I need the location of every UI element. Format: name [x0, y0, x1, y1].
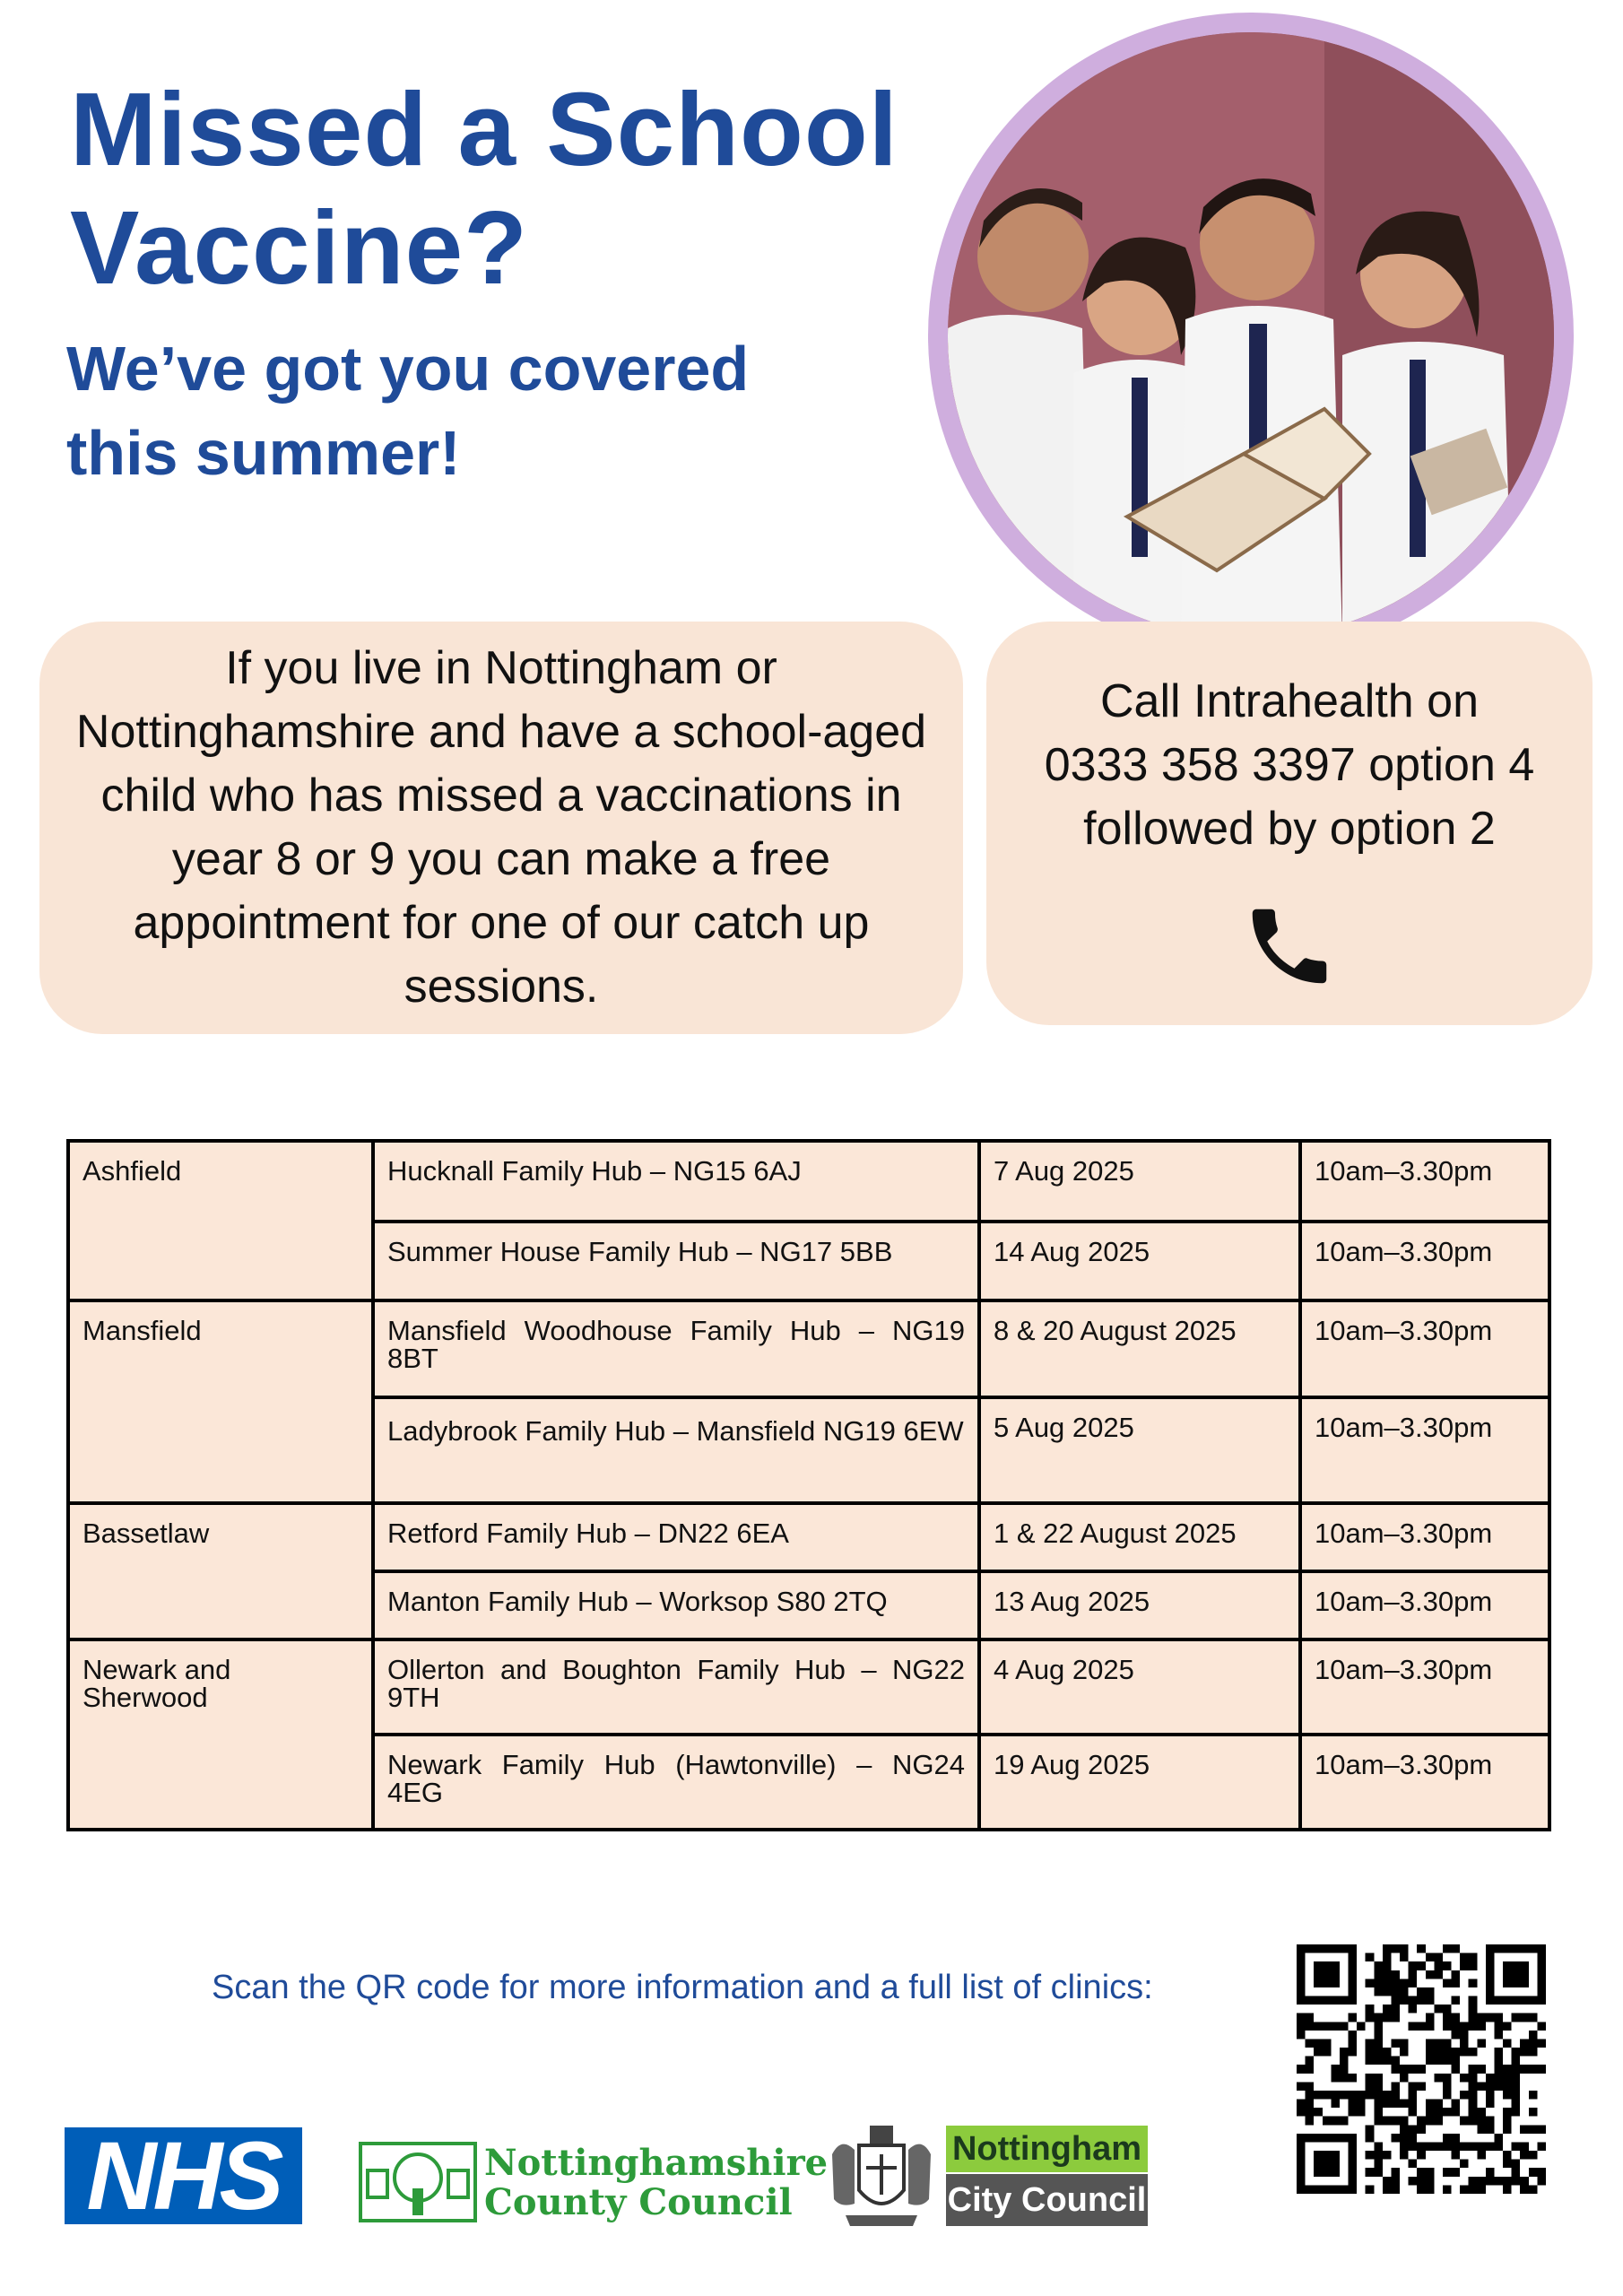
scan-instruction: Scan the QR code for more information and a full list of clinics: [212, 1969, 1153, 2006]
venue-cell: Mansfield Woodhouse Family Hub – NG19 8BT [373, 1300, 979, 1397]
call-info-box [986, 622, 1593, 1025]
title-line-2: Vaccine? [70, 189, 528, 306]
clinic-schedule-table [66, 1139, 1551, 1831]
ncc-line-2: County Council [484, 2181, 793, 2223]
venue-cell: Manton Family Hub – Worksop S80 2TQ [373, 1571, 979, 1639]
area-cell: Mansfield [68, 1300, 373, 1503]
venue-cell: Summer House Family Hub – NG17 5BB [373, 1222, 979, 1300]
call-phone-number[interactable]: 0333 358 3397 option 4 [1044, 738, 1535, 791]
venue-cell: Retford Family Hub – DN22 6EA [373, 1503, 979, 1571]
students-photo [928, 13, 1574, 658]
city-council-logo-top: Nottingham [946, 2126, 1148, 2172]
table-row [68, 1300, 1549, 1397]
time-cell: 10am–3.30pm [1300, 1735, 1549, 1830]
venue-cell: Ladybrook Family Hub – Mansfield NG19 6EW [373, 1397, 979, 1503]
nhs-logo-text: NHS [86, 2121, 281, 2230]
nhs-logo [65, 2121, 302, 2230]
time-cell: 10am–3.30pm [1300, 1222, 1549, 1300]
time-cell: 10am–3.30pm [1300, 1397, 1549, 1503]
venue-cell: Hucknall Family Hub – NG15 6AJ [373, 1141, 979, 1222]
date-cell: 4 Aug 2025 [979, 1639, 1300, 1735]
date-cell: 14 Aug 2025 [979, 1222, 1300, 1300]
phone-icon[interactable] [1240, 897, 1339, 996]
venue-cell: Ollerton and Boughton Family Hub – NG22 9TH [373, 1639, 979, 1735]
subtitle-line-2: this summer! [66, 418, 461, 488]
call-line-1: Call Intrahealth on [1099, 674, 1480, 727]
page-subtitle [66, 326, 873, 495]
date-cell: 8 & 20 August 2025 [979, 1300, 1300, 1397]
eligibility-info-box [39, 622, 963, 1034]
date-cell: 13 Aug 2025 [979, 1571, 1300, 1639]
call-line-3: followed by option 2 [1083, 802, 1496, 855]
date-cell: 19 Aug 2025 [979, 1735, 1300, 1830]
subtitle-line-1: We’ve got you covered [66, 334, 750, 404]
time-cell: 10am–3.30pm [1300, 1141, 1549, 1222]
students-illustration [948, 32, 1554, 639]
page-title [70, 70, 931, 307]
city-crest-icon [823, 2118, 940, 2233]
table-row [68, 1503, 1549, 1571]
venue-cell: Newark Family Hub (Hawtonville) – NG24 4EG [373, 1735, 979, 1830]
table-row [68, 1639, 1549, 1735]
table-row [68, 1141, 1549, 1222]
date-cell: 7 Aug 2025 [979, 1141, 1300, 1222]
area-cell: Newark and Sherwood [68, 1639, 373, 1830]
qr-code[interactable] [1297, 1944, 1546, 2194]
ncc-line-1: Nottinghamshire [484, 2142, 829, 2184]
area-cell: Ashfield [68, 1141, 373, 1300]
city-council-logo-bottom: City Council [946, 2174, 1148, 2226]
date-cell: 1 & 22 August 2025 [979, 1503, 1300, 1571]
time-cell: 10am–3.30pm [1300, 1639, 1549, 1735]
ncc-logo-text [484, 2144, 828, 2222]
date-cell: 5 Aug 2025 [979, 1397, 1300, 1503]
time-cell: 10am–3.30pm [1300, 1503, 1549, 1571]
time-cell: 10am–3.30pm [1300, 1571, 1549, 1639]
eligibility-text: If you live in Nottingham or Nottinghamshire and have a school-aged child who has missed a vaccinations in year 8 or 9 you can make a free appointment for one of our catch up sessions. [75, 642, 927, 1013]
title-line-1: Missed a School [70, 71, 898, 187]
time-cell: 10am–3.30pm [1300, 1300, 1549, 1397]
area-cell: Bassetlaw [68, 1503, 373, 1639]
